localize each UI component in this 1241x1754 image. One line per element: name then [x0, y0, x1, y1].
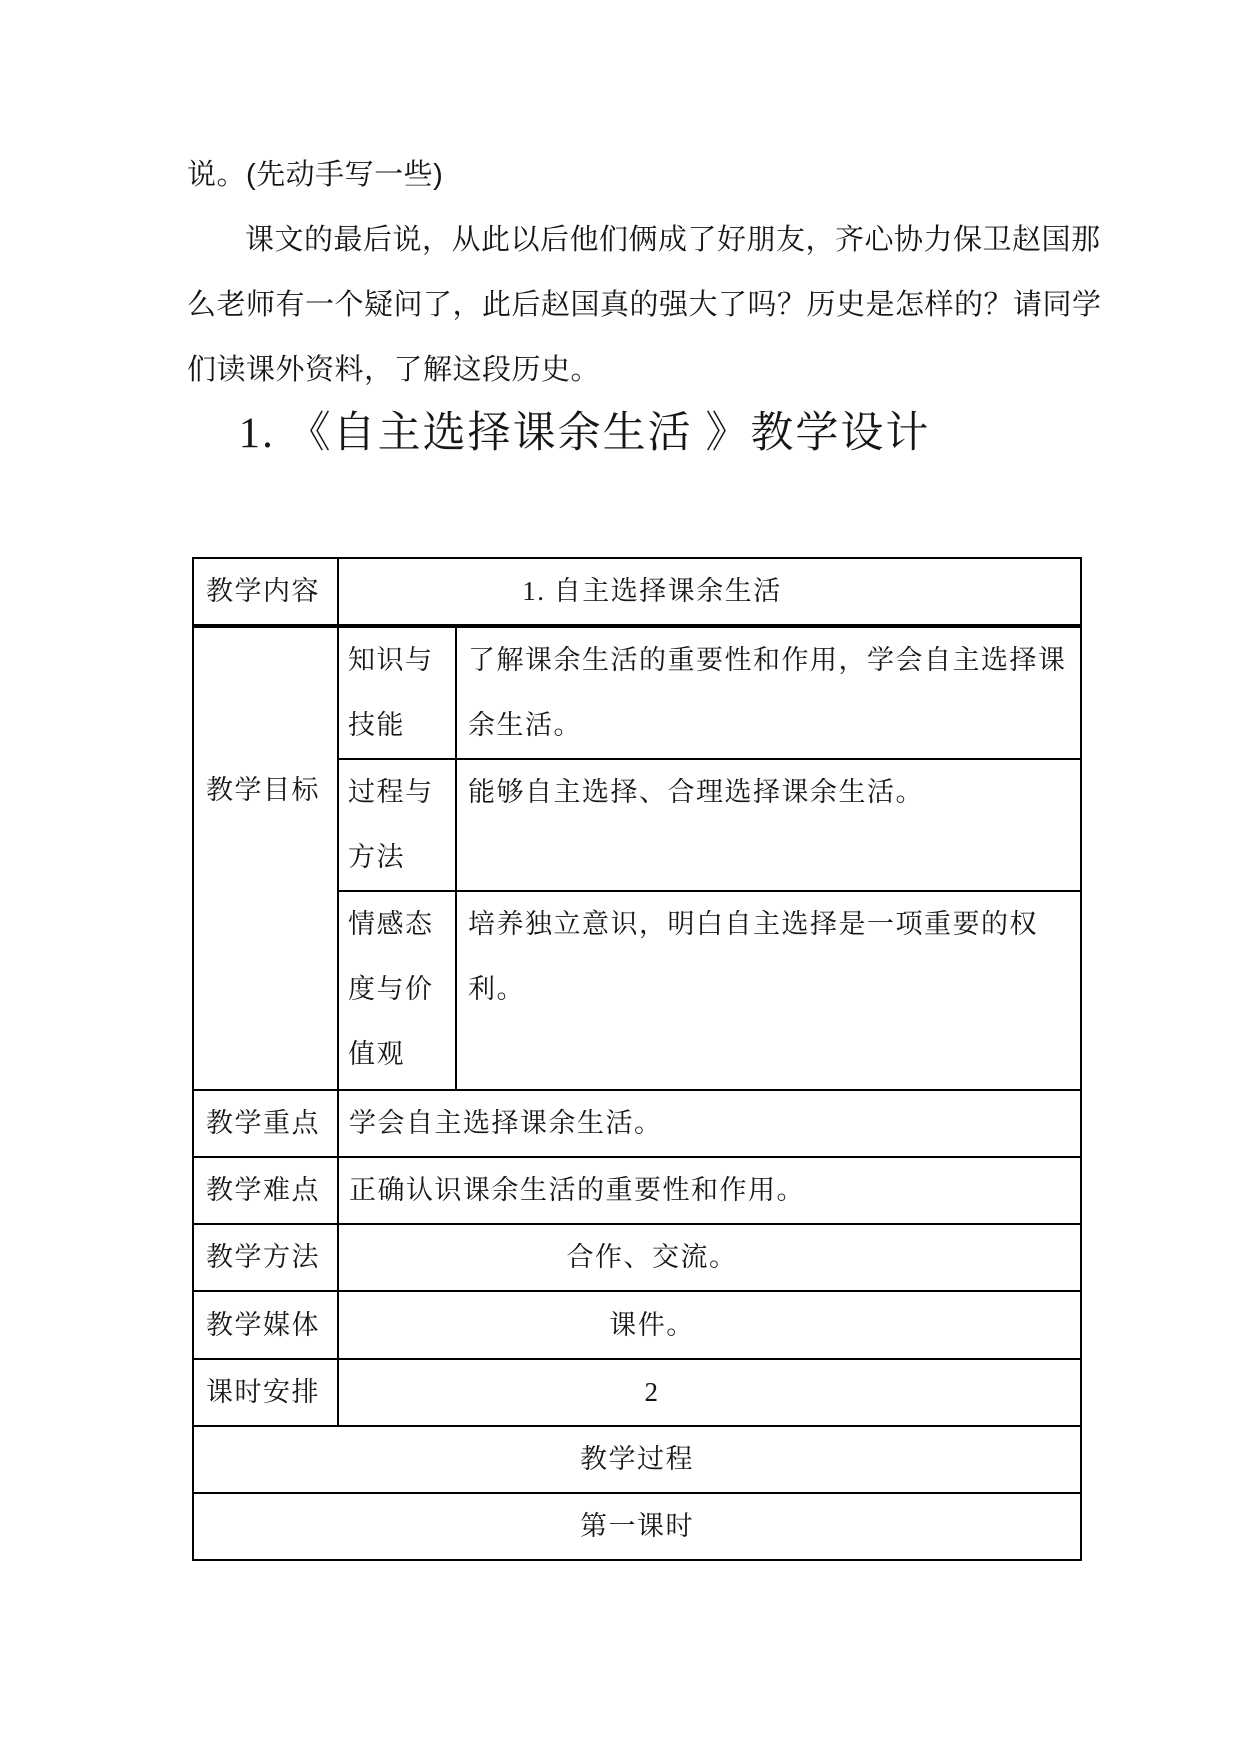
cell-teaching-method-label: 教学方法 [193, 1224, 338, 1291]
table-row-teaching-content [193, 558, 1081, 626]
table-cell-line: 过程与 [348, 777, 434, 807]
table-cell-line: 知识与 [348, 645, 434, 675]
cell-emotion-values-label [338, 891, 456, 1090]
table-cell-line: 余生活。 [468, 710, 582, 740]
cell-knowledge-skills-content [456, 626, 1081, 759]
cell-process-method-label [338, 759, 456, 891]
paragraph-line: 们读课外资料，了解这段历史。 [187, 354, 601, 386]
table-row-teaching-media [193, 1291, 1081, 1359]
cell-teaching-focus-value: 学会自主选择课余生活。 [338, 1090, 1081, 1157]
cell-teaching-content-value: 1. 自主选择课余生活 [338, 558, 1081, 626]
cell-first-period: 第一课时 [193, 1493, 1081, 1560]
cell-class-hours-label: 课时安排 [193, 1359, 338, 1426]
cell-teaching-difficulty-value: 正确认识课余生活的重要性和作用。 [338, 1157, 1081, 1224]
table-cell-line: 值观 [348, 1039, 405, 1069]
paragraph-line: 说。(先动手写一些) [187, 159, 444, 191]
cell-teaching-media-label: 教学媒体 [193, 1291, 338, 1359]
cell-teaching-difficulty-label: 教学难点 [193, 1157, 338, 1224]
cell-process-method-content [456, 759, 1081, 891]
paragraph-block [187, 143, 1102, 403]
table-cell-line: 技能 [348, 710, 405, 740]
cell-class-hours-value: 2 [338, 1359, 1081, 1426]
cell-teaching-media-value: 课件。 [338, 1291, 1081, 1359]
table-cell-line: 能够自主选择、合理选择课余生活。 [468, 777, 924, 807]
paragraph-line: 课文的最后说，从此以后他们俩成了好朋友，齐心协力保卫赵国那 [245, 224, 1101, 256]
table-cell-line: 利。 [468, 974, 525, 1004]
table-cell-line: 培养独立意识，明白自主选择是一项重要的权 [468, 909, 1038, 939]
table-cell-line: 方法 [348, 842, 405, 872]
table-cell-line: 情感态 [348, 909, 434, 939]
table-cell-line: 了解课余生活的重要性和作用，学会自主选择课 [468, 645, 1067, 675]
cell-teaching-focus-label: 教学重点 [193, 1090, 338, 1157]
cell-teaching-content-label: 教学内容 [193, 558, 338, 626]
cell-emotion-values-content [456, 891, 1081, 1090]
lesson-plan-table [192, 557, 1082, 1561]
cell-teaching-process: 教学过程 [193, 1426, 1081, 1493]
table-row-teaching-focus [193, 1090, 1081, 1157]
cell-teaching-objectives-label: 教学目标 [193, 626, 338, 1090]
table-row-class-hours [193, 1359, 1081, 1426]
table-row-knowledge-skills [193, 626, 1081, 759]
cell-teaching-method-value: 合作、交流。 [338, 1224, 1081, 1291]
paragraph-line: 么老师有一个疑问了，此后赵国真的强大了吗？历史是怎样的？请同学 [187, 289, 1102, 321]
cell-knowledge-skills-label [338, 626, 456, 759]
table-cell-line: 度与价 [348, 974, 434, 1004]
page-title: 1. 《自主选择课余生活 》教学设计 [238, 410, 931, 457]
table-row-teaching-method [193, 1224, 1081, 1291]
table-row-teaching-difficulty [193, 1157, 1081, 1224]
table-row-teaching-process [193, 1426, 1081, 1493]
table-row-first-period [193, 1493, 1081, 1560]
